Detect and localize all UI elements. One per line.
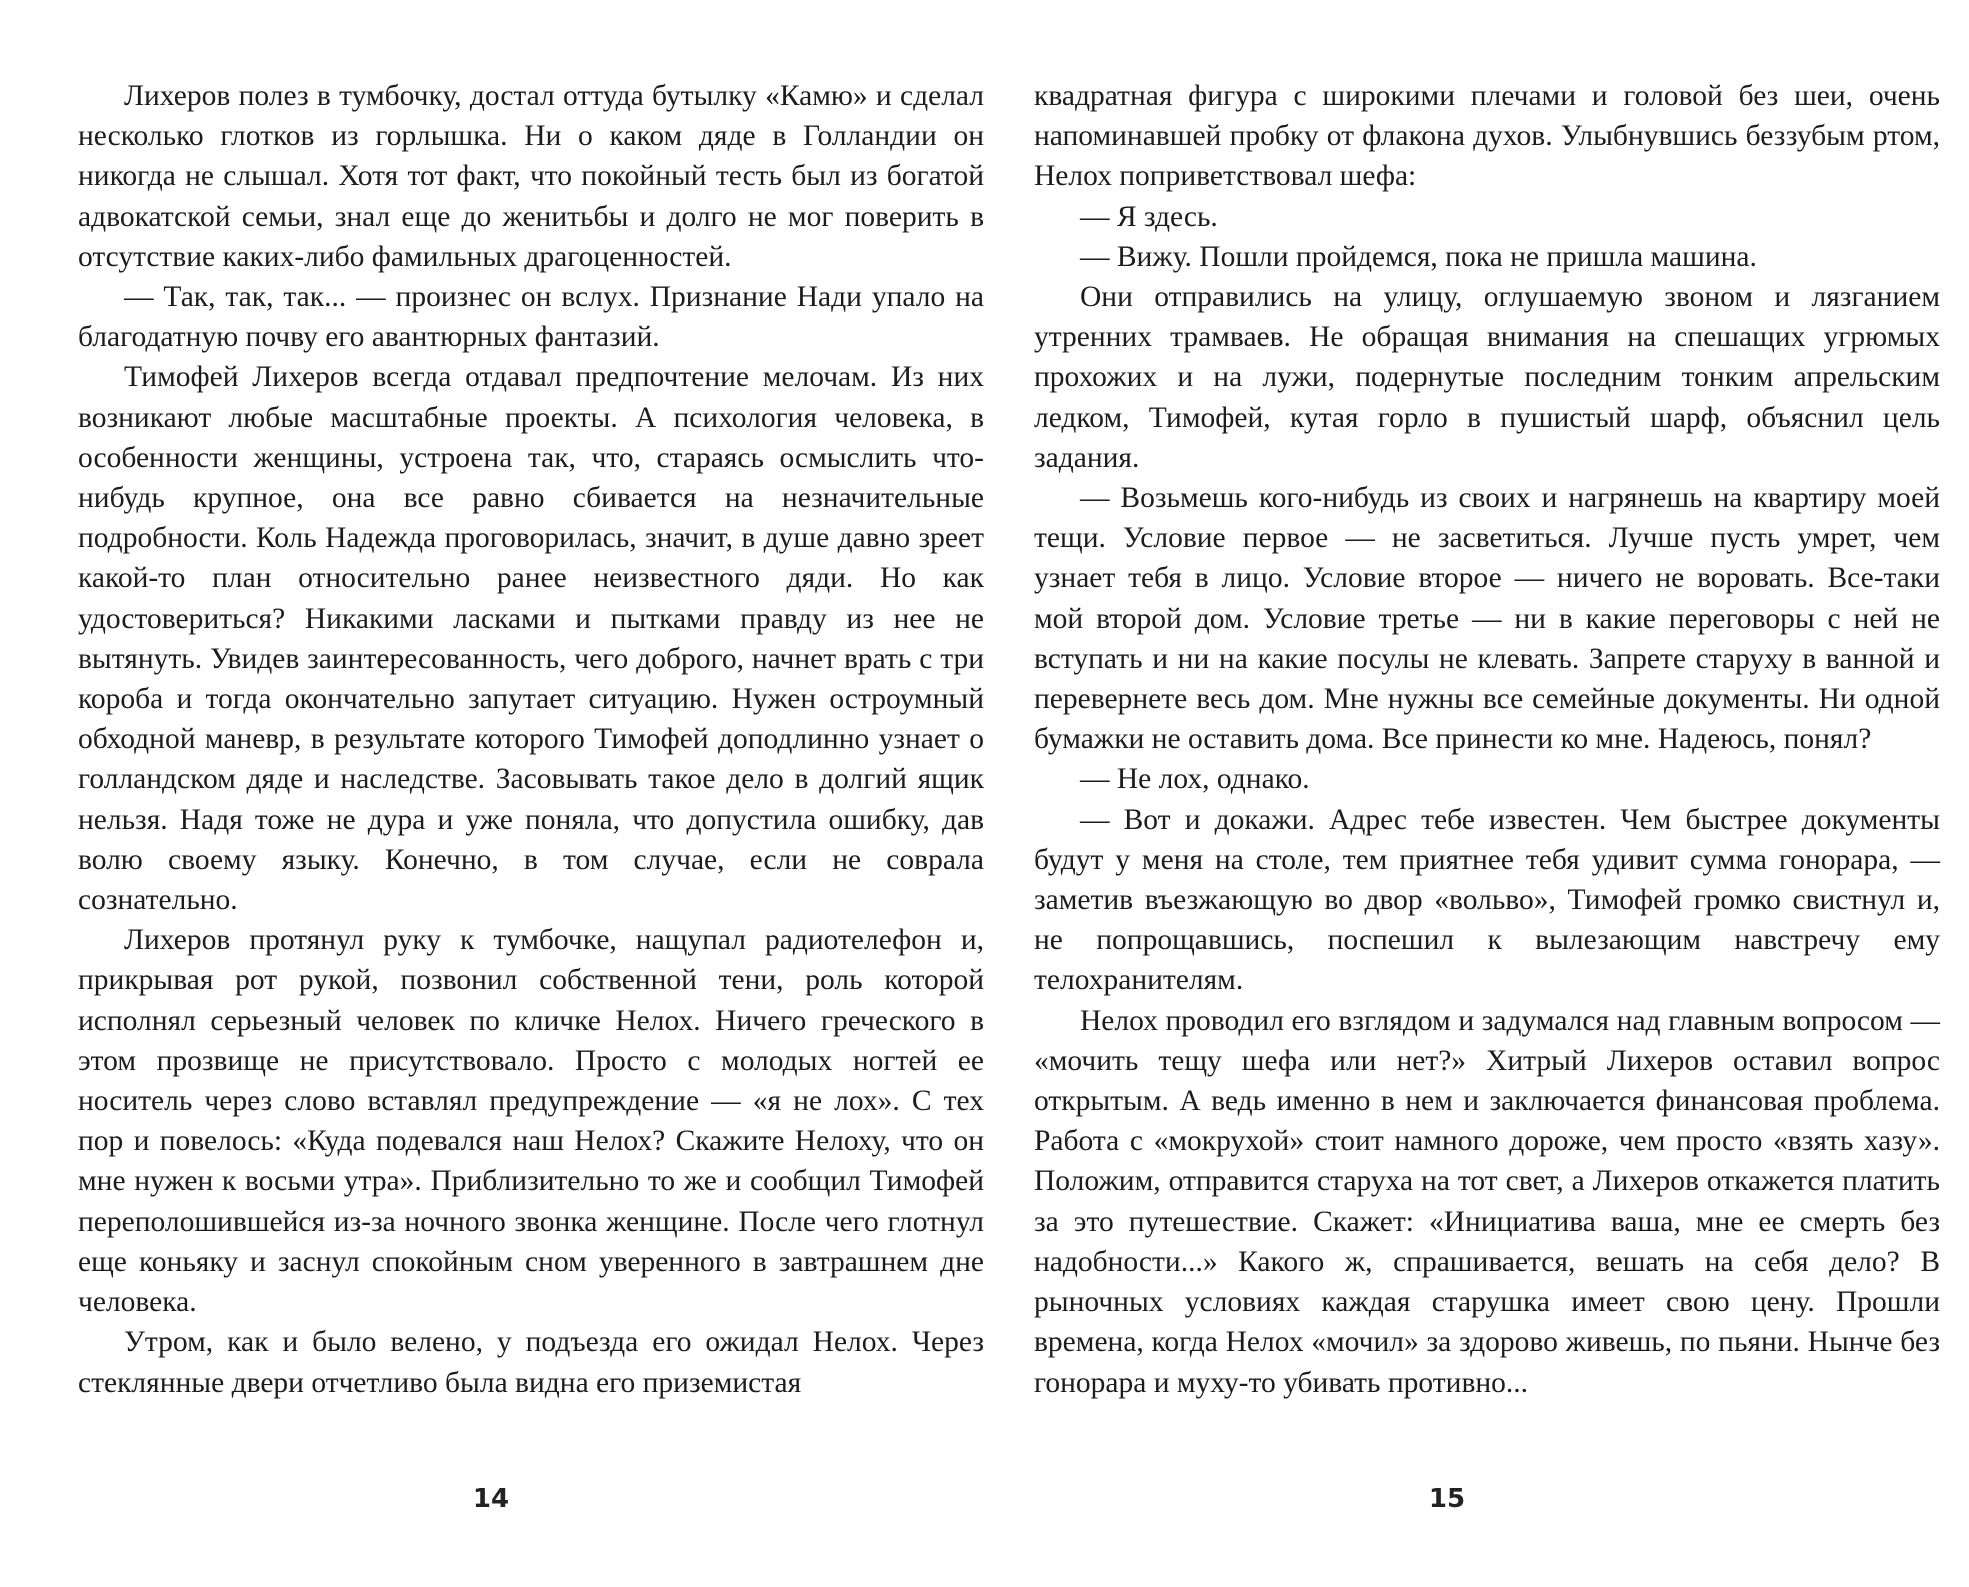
paragraph-continued: квадратная фигура с широкими плечами и головой без шеи, очень напоминавшей пробку от флакона духов. Улыбнувшись беззубым ртом, Нелох поприветствовал шефа: — [1034, 80, 1940, 193]
page-number-right: 15 — [1428, 1484, 1466, 1514]
right-page — [1034, 76, 1940, 1403]
paragraph: — Вот и докажи. Адрес тебе известен. Чем быстрее документы будут у меня на столе, тем приятнее тебя удивит сумма гонорара, — заметив въезжающую во двор «вольво», Тимофей громко свистнул и, не попрощавшись, поспешил к вылезающим навстречу ему телохранителям. — [1034, 803, 1940, 997]
paragraph: Тимофей Лихеров всегда отдавал предпочтение мелочам. Из них возникают любые масштабные проекты. А психология человека, в особенности женщины, устроена так, что, стараясь осмыслить что-нибудь крупное, она все равно сбивается на незначительные подробности. Коль Надежда проговорилась, значит, в душе давно зреет какой-то план относительно ранее неизвестного дяди. Но как удостовериться? Никакими ласками и пытками правду из нее не вытянуть. Увидев заинтересованность, чего доброго, начнет врать с три короба и тогда окончательно запутает ситуацию. Нужен остроумный обходной маневр, в результате которого Тимофей доподлинно узнает о голландском дяде и наследстве. Засовывать такое дело в долгий ящик нельзя. Надя тоже не дура и уже поняла, что допустила ошибку, дав волю своему языку. Конечно, в том случае, если не соврала сознательно. — [78, 361, 984, 917]
paragraph: Утром, как и было велено, у подъезда его ожидал Нелох. Через стеклянные двери отчетливо была видна его приземистая — [78, 1326, 984, 1399]
paragraph: — Вижу. Пошли пройдемся, пока не пришла машина. — [1080, 240, 1757, 273]
paragraph: Лихеров полез в тумбочку, достал оттуда бутылку «Камю» и сделал несколько глотков из горлышка. Ни о каком дяде в Голландии он никогда не слышал. Хотя тот факт, что покойный тесть был из богатой адвокатской семьи, знал еще до женитьбы и долго не мог поверить в отсутствие каких-либо фамильных драгоценностей. — [78, 80, 984, 273]
paragraph: — Так, так, так... — произнес он вслух. Признание Нади упало на благодатную почву его авантюрных фантазий. — [78, 281, 984, 354]
paragraph: — Я здесь. — [1080, 200, 1218, 233]
left-page — [78, 76, 984, 1403]
paragraph: Нелох проводил его взглядом и задумался над главным вопросом — «мочить тещу шефа или нет?» Хитрый Лихеров оставил вопрос открытым. А ведь именно в нем и заключается финансовая проблема. Работа с «мокрухой» стоит намного дороже, чем просто «взять хазу». Положим, отправится старуха на тот свет, а Лихеров откажется платить за это путешествие. Скажет: «Инициатива ваша, мне ее смерть без надобности...» Какого ж, спрашивается, вешать на себя дело? В рыночных условиях каждая старушка имеет свою цену. Прошли времена, когда Нелох «мочил» за здорово живешь, по пьяни. Нынче без гонорара и муху-то убивать противно... — [1034, 1004, 1940, 1399]
page-number-left: 14 — [472, 1484, 510, 1514]
paragraph: — Не лох, однако. — [1080, 763, 1310, 796]
paragraph: — Возьмешь кого-нибудь из своих и нагрянешь на квартиру моей тещи. Условие первое — не засветиться. Лучше пусть умрет, чем узнает тебя в лицо. Условие второе — ничего не воровать. Все-таки мой второй дом. Условие третье — ни в какие переговоры с ней не вступать и ни на какие посулы не клевать. Запрете старуху в ванной и перевернете весь дом. Мне нужны все семейные документы. Ни одной бумажки не оставить дома. Все принести ко мне. Надеюсь, понял? — [1034, 482, 1940, 756]
paragraph: Они отправились на улицу, оглушаемую звоном и лязганием утренних трамваев. Не обращая внимания на спешащих угрюмых прохожих и на лужи, подернутые последним тонким апрельским ледком, Тимофей, кутая горло в пушистый шарф, объяснил цель задания. — [1034, 281, 1940, 474]
paragraph: Лихеров протянул руку к тумбочке, нащупал радиотелефон и, прикрывая рот рукой, позвонил собственной тени, роль которой исполнял серьезный человек по кличке Нелох. Ничего греческого в этом прозвище не присутствовало. Просто с молодых ногтей ее носитель через слово вставлял предупреждение — «я не лох». С тех пор и повелось: «Куда подевался наш Нелох? Скажите Нелоху, что он мне нужен к восьми утра». Приблизительно то же и сообщил Тимофей переполошившейся из-за ночного звонка женщине. После чего глотнул еще коньяку и заснул спокойным сном уверенного в завтрашнем дне человека. — [78, 924, 984, 1319]
